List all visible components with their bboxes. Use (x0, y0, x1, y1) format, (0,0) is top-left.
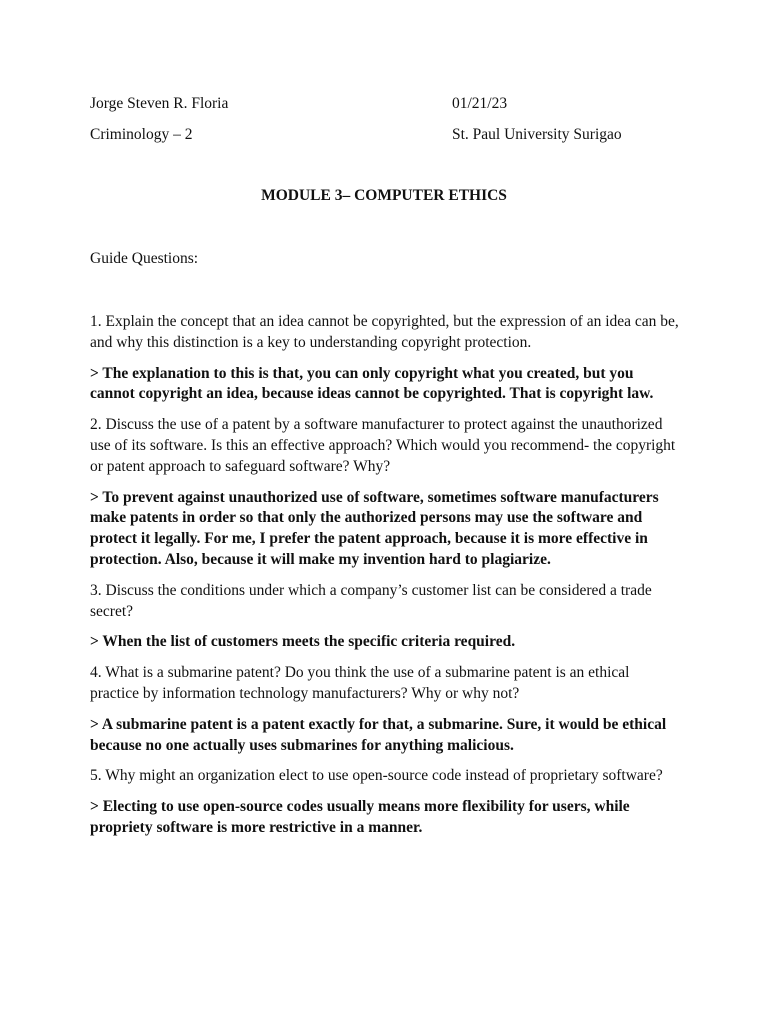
page-title: MODULE 3– COMPUTER ETHICS (261, 187, 507, 204)
answer-2: > To prevent against unauthorized use of software, sometimes software manufacturers make patents in order so that only the authorized persons may use the software and protect it legally. For me, I prefer the patent approach, because it is more effective in protection. Also, because it will make my invention hard to plagiarize. (90, 488, 659, 568)
answer-3: > When the list of customers meets the specific criteria required. (90, 633, 516, 651)
answer-1: > The explanation to this is that, you can only copyright what you created, but you cannot copyright an idea, because ideas cannot be copyrighted. That is copyright law. (90, 364, 654, 403)
question-3: 3. Discuss the conditions under which a company’s customer list can be considered a trade secret? (90, 581, 652, 620)
course-label: Criminology – 2 (90, 126, 193, 143)
question-4: 4. What is a submarine patent? Do you think the use of a submarine patent is an ethical practice by information technology manufacturers? Why or why not? (90, 664, 630, 702)
student-name: Jorge Steven R. Floria (90, 95, 229, 112)
submission-date: 01/21/23 (452, 95, 508, 112)
question-1: 1. Explain the concept that an idea cannot be copyrighted, but the expression of an idea can be, and why this distinction is a key to understanding copyright protection. (90, 313, 679, 351)
question-5: 5. Why might an organization elect to use open-source code instead of proprietary software? (90, 767, 663, 785)
guide-questions-label: Guide Questions: (90, 250, 199, 267)
question-2: 2. Discuss the use of a patent by a software manufacturer to protect against the unauthorized use of its software. Is this an effective approach? Which would you recommend- the copyright or patent approach to safeguard software? Why? (90, 416, 676, 475)
school-name: St. Paul University Surigao (452, 126, 622, 143)
question-answer-list (90, 312, 680, 849)
answer-5: > Electing to use open-source codes usually means more flexibility for users, while propriety software is more restrictive in a manner. (90, 798, 630, 836)
answer-4: > A submarine patent is a patent exactly for that, a submarine. Sure, it would be ethical because no one actually uses submarines for anything malicious. (90, 715, 667, 754)
